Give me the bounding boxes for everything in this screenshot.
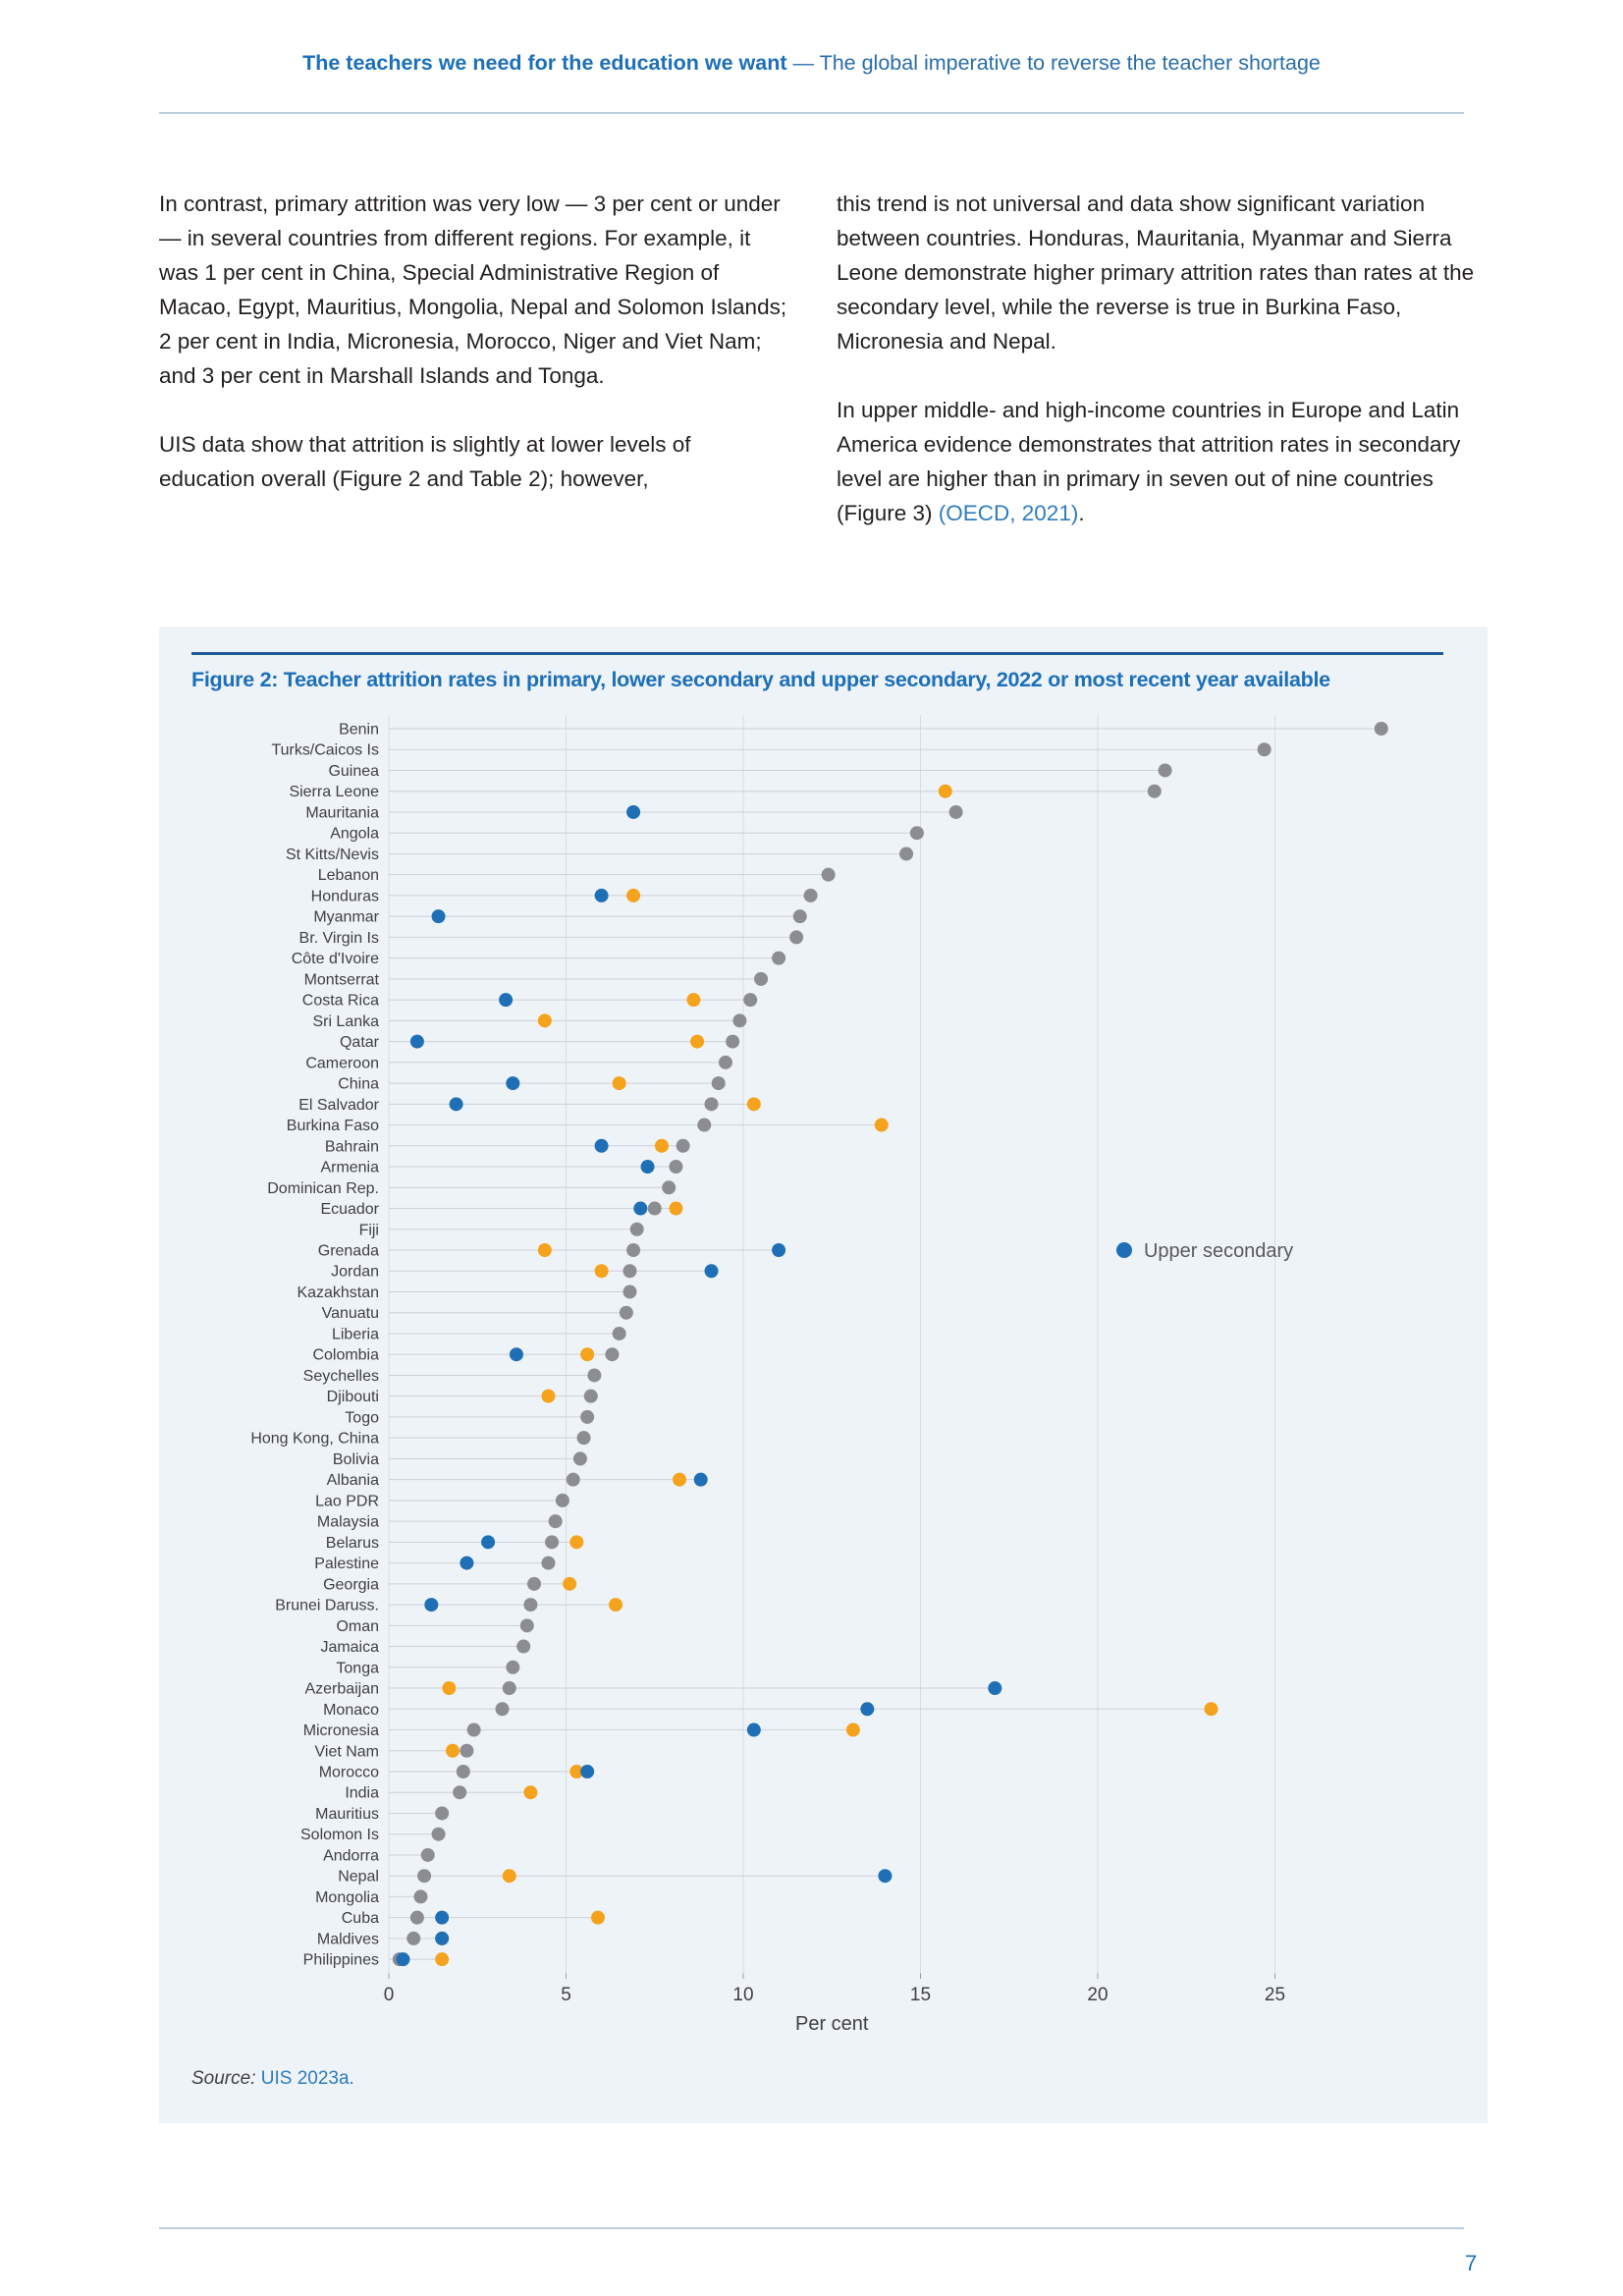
data-point-lower_secondary: [538, 1013, 552, 1027]
country-label: Lao PDR: [315, 1493, 380, 1510]
country-label: Sierra Leone: [289, 784, 380, 801]
data-point-upper_secondary: [747, 1723, 761, 1737]
data-point-lower_secondary: [538, 1243, 552, 1257]
data-point-primary: [605, 1347, 619, 1361]
legend-label: Upper secondary: [1143, 1239, 1294, 1262]
report-subtitle: — The global imperative to reverse the teacher shortage: [786, 51, 1321, 75]
data-point-lower_secondary: [846, 1723, 860, 1737]
country-label: Grenada: [317, 1242, 380, 1260]
country-label: Qatar: [340, 1034, 380, 1052]
data-point-upper_secondary: [694, 1473, 708, 1487]
data-point-primary: [587, 1368, 601, 1382]
data-point-primary: [697, 1119, 711, 1132]
country-label: Hong Kong, China: [250, 1430, 380, 1448]
country-label: El Salvador: [298, 1096, 380, 1114]
country-label: Costa Rica: [301, 992, 380, 1010]
country-label: Philippines: [302, 1951, 380, 1969]
legend-dot: [1116, 1242, 1132, 1258]
data-point-lower_secondary: [655, 1139, 669, 1153]
data-point-primary: [467, 1723, 481, 1737]
body-paragraph: In contrast, primary attrition was very low — 3 per cent or under — in several countries from different regions. For example, it was 1 per cent in China, Special Administrative Region of Macao, Egypt, Mauritius, Mongolia, Nepal and Solomon Islands; 2 per cent in India, Micronesia, Morocco, Niger and Viet Nam; and 3 per cent in Marshall Islands and Tonga.: [159, 191, 787, 388]
data-point-upper_secondary: [410, 1035, 424, 1049]
data-point-primary: [1159, 763, 1172, 777]
country-label: Br. Virgin Is: [298, 929, 380, 947]
country-label: Belarus: [325, 1534, 380, 1552]
country-label: Azerbaijan: [304, 1680, 380, 1698]
x-tick-label: 5: [561, 1985, 571, 2006]
country-label: Togo: [345, 1409, 380, 1427]
country-label: China: [338, 1075, 380, 1093]
country-label: Georgia: [323, 1576, 380, 1594]
data-point-lower_secondary: [613, 1076, 626, 1090]
figure-title: Figure 2: Teacher attrition rates in primary, lower secondary and upper secondary, 2022 or most recent year available: [191, 668, 1330, 691]
data-point-primary: [545, 1535, 559, 1549]
data-point-lower_secondary: [686, 993, 700, 1007]
paragraph-text: In upper middle- and high-income countries in Europe and Latin America evidence demonstrates that attrition rates in secondary level are higher than in primary in seven out of nine countries (Figure 3): [837, 398, 1461, 525]
document-header: [118, 51, 1505, 76]
data-point-primary: [527, 1577, 541, 1591]
data-point-upper_secondary: [988, 1681, 1001, 1695]
country-label: Nepal: [338, 1868, 380, 1886]
data-point-primary: [549, 1514, 563, 1528]
country-label: Monaco: [323, 1701, 380, 1719]
country-label: Honduras: [310, 888, 380, 905]
body-paragraph: this trend is not universal and data show significant variation between countries. Honduras, Mauritania, Myanmar and Sierra Leone demonstrate higher primary attrition rates than rates at the secondary level, while the reverse is true in Burkina Faso, Micronesia and Nepal.: [837, 191, 1475, 354]
data-point-upper_secondary: [595, 889, 609, 902]
source-label: Source:: [191, 2068, 256, 2089]
data-point-primary: [626, 1243, 640, 1257]
data-point-primary: [622, 1264, 636, 1278]
country-label: Ecuador: [320, 1201, 380, 1219]
country-label: Myanmar: [313, 908, 380, 926]
data-point-lower_secondary: [690, 1035, 704, 1049]
data-point-primary: [435, 1806, 449, 1820]
data-point-lower_secondary: [669, 1202, 682, 1216]
footer-divider: [159, 2227, 1464, 2229]
country-label: Viet Nam: [314, 1743, 380, 1761]
country-label: Dominican Rep.: [267, 1179, 380, 1197]
country-label: Solomon Is: [300, 1827, 380, 1844]
data-point-primary: [413, 1889, 427, 1903]
country-label: Vanuatu: [321, 1305, 380, 1323]
country-label: Malaysia: [316, 1513, 380, 1531]
data-point-primary: [754, 972, 768, 986]
data-point-primary: [630, 1223, 644, 1236]
data-point-lower_secondary: [541, 1390, 555, 1403]
data-point-primary: [1375, 722, 1388, 736]
data-point-primary: [516, 1640, 530, 1654]
country-label: Kazakhstan: [297, 1284, 380, 1301]
x-tick-label: 10: [732, 1985, 754, 2006]
data-point-primary: [567, 1473, 580, 1487]
x-tick-label: 25: [1264, 1985, 1286, 2006]
data-point-lower_secondary: [591, 1911, 605, 1925]
page-number: 7: [1465, 2251, 1478, 2275]
country-label: Cuba: [341, 1910, 380, 1928]
country-label: Turks/Caicos Is: [271, 741, 380, 759]
country-label: Seychelles: [302, 1367, 380, 1385]
data-point-primary: [662, 1180, 676, 1194]
data-point-lower_secondary: [580, 1347, 594, 1361]
country-label: Bahrain: [324, 1138, 380, 1156]
figure-top-rule: [191, 652, 1443, 655]
source-link[interactable]: UIS 2023a.: [260, 2068, 354, 2089]
data-point-primary: [460, 1744, 473, 1758]
country-label: Morocco: [318, 1764, 380, 1781]
data-point-lower_secondary: [563, 1577, 576, 1591]
country-label: Armenia: [320, 1159, 380, 1176]
country-label: Benin: [339, 721, 380, 738]
country-label: Guinea: [328, 762, 380, 780]
data-point-primary: [496, 1702, 510, 1716]
data-point-primary: [726, 1035, 739, 1049]
data-point-primary: [584, 1390, 598, 1403]
data-point-primary: [648, 1202, 662, 1216]
data-point-lower_secondary: [609, 1598, 622, 1612]
data-point-upper_secondary: [432, 909, 446, 923]
data-point-upper_secondary: [705, 1264, 719, 1278]
data-point-primary: [406, 1932, 420, 1945]
data-point-upper_secondary: [506, 1076, 519, 1090]
data-point-upper_secondary: [510, 1347, 523, 1361]
country-label: Colombia: [312, 1346, 380, 1364]
data-point-upper_secondary: [481, 1535, 495, 1549]
data-point-upper_secondary: [460, 1557, 473, 1570]
country-label: St Kitts/Nevis: [285, 846, 380, 863]
data-point-lower_secondary: [435, 1952, 449, 1966]
data-point-lower_secondary: [446, 1744, 460, 1758]
left-text-column: [159, 187, 787, 530]
country-label: Fiji: [358, 1222, 380, 1239]
country-label: Andorra: [323, 1847, 380, 1865]
data-point-primary: [421, 1848, 435, 1862]
data-point-upper_secondary: [860, 1702, 874, 1716]
data-point-upper_secondary: [396, 1952, 409, 1966]
data-point-upper_secondary: [633, 1202, 647, 1216]
country-label: Micronesia: [302, 1722, 380, 1740]
data-point-primary: [676, 1139, 690, 1153]
data-point-upper_secondary: [641, 1160, 655, 1174]
country-label: Montserrat: [303, 971, 380, 989]
country-label: Lebanon: [317, 867, 380, 885]
data-point-primary: [506, 1661, 519, 1674]
data-point-primary: [457, 1765, 470, 1778]
country-label: Mongolia: [315, 1888, 380, 1906]
data-point-upper_secondary: [499, 993, 513, 1007]
data-point-primary: [822, 868, 836, 882]
data-point-primary: [804, 889, 818, 902]
country-label: Sri Lanka: [312, 1012, 380, 1030]
country-label: Côte d'Ivoire: [291, 951, 380, 968]
country-label: Burkina Faso: [286, 1118, 380, 1135]
data-point-lower_secondary: [673, 1473, 686, 1487]
data-point-lower_secondary: [626, 889, 640, 902]
country-label: Angola: [330, 825, 380, 843]
data-point-primary: [899, 847, 913, 860]
data-point-primary: [793, 909, 807, 923]
data-point-primary: [580, 1410, 594, 1424]
x-axis-title: Per cent: [795, 2013, 869, 2036]
country-label: Maldives: [316, 1931, 380, 1948]
data-point-primary: [743, 993, 757, 1007]
data-point-primary: [705, 1097, 719, 1111]
right-text-column: [837, 187, 1487, 565]
x-tick-label: 0: [383, 1985, 395, 2006]
data-point-primary: [622, 1285, 636, 1298]
data-point-lower_secondary: [569, 1535, 583, 1549]
data-point-primary: [410, 1911, 424, 1925]
figure-panel: [159, 627, 1488, 2123]
oecd-citation-link[interactable]: (OECD, 2021): [938, 501, 1079, 525]
data-point-lower_secondary: [1205, 1702, 1218, 1716]
country-label: India: [345, 1784, 380, 1802]
data-point-primary: [732, 1013, 746, 1027]
data-point-primary: [719, 1056, 732, 1069]
country-label: Cameroon: [305, 1055, 380, 1072]
data-point-lower_secondary: [442, 1681, 456, 1695]
country-label: Jordan: [331, 1263, 380, 1281]
data-point-primary: [1148, 785, 1162, 798]
data-point-primary: [503, 1681, 516, 1695]
data-point-upper_secondary: [772, 1243, 785, 1257]
country-label: Jamaica: [320, 1639, 380, 1657]
data-point-lower_secondary: [503, 1869, 516, 1883]
data-point-primary: [573, 1451, 587, 1465]
data-point-primary: [1258, 742, 1271, 756]
data-point-upper_secondary: [595, 1139, 609, 1153]
data-point-primary: [577, 1431, 591, 1445]
body-paragraph: [837, 393, 1487, 530]
country-label: Mauritius: [315, 1805, 380, 1823]
data-point-primary: [520, 1618, 534, 1632]
data-point-primary: [669, 1160, 682, 1174]
data-point-primary: [949, 805, 963, 819]
country-label: Albania: [326, 1472, 380, 1490]
data-point-upper_secondary: [435, 1932, 449, 1945]
report-title: The teachers we need for the education we want: [302, 51, 787, 75]
data-point-upper_secondary: [424, 1598, 438, 1612]
country-label: Oman: [336, 1617, 380, 1635]
data-point-lower_secondary: [939, 785, 952, 798]
data-point-primary: [556, 1494, 569, 1507]
data-point-upper_secondary: [626, 805, 640, 819]
data-point-lower_secondary: [747, 1097, 761, 1111]
country-label: Bolivia: [332, 1450, 380, 1468]
data-point-primary: [453, 1785, 466, 1799]
data-point-primary: [523, 1598, 537, 1612]
body-paragraph: UIS data show that attrition is slightly at lower levels of education overall (Figure 2 and Table 2); however,: [159, 432, 691, 491]
country-label: Djibouti: [326, 1389, 380, 1406]
header-divider: [159, 112, 1464, 114]
data-point-primary: [417, 1869, 431, 1883]
attrition-chart: [191, 709, 1455, 2046]
data-point-primary: [613, 1327, 626, 1340]
country-label: Brunei Daruss.: [275, 1597, 380, 1614]
x-tick-label: 20: [1087, 1985, 1109, 2006]
data-point-primary: [620, 1306, 633, 1320]
data-point-upper_secondary: [450, 1097, 463, 1111]
country-label: Mauritania: [305, 804, 380, 822]
country-label: Palestine: [314, 1556, 380, 1573]
data-point-primary: [789, 930, 803, 944]
paragraph-text: .: [1078, 501, 1085, 525]
country-label: Liberia: [332, 1326, 380, 1343]
x-tick-label: 15: [909, 1985, 932, 2006]
country-label: Tonga: [336, 1660, 380, 1677]
data-point-primary: [712, 1076, 726, 1090]
data-point-primary: [772, 952, 785, 965]
data-point-upper_secondary: [435, 1911, 449, 1925]
data-point-upper_secondary: [580, 1765, 594, 1778]
data-point-primary: [910, 826, 924, 840]
data-point-upper_secondary: [878, 1869, 892, 1883]
data-point-lower_secondary: [523, 1785, 537, 1799]
data-point-primary: [541, 1557, 555, 1570]
data-point-lower_secondary: [595, 1264, 609, 1278]
figure-source: [191, 2068, 354, 2090]
data-point-lower_secondary: [875, 1119, 889, 1132]
data-point-primary: [432, 1828, 446, 1841]
